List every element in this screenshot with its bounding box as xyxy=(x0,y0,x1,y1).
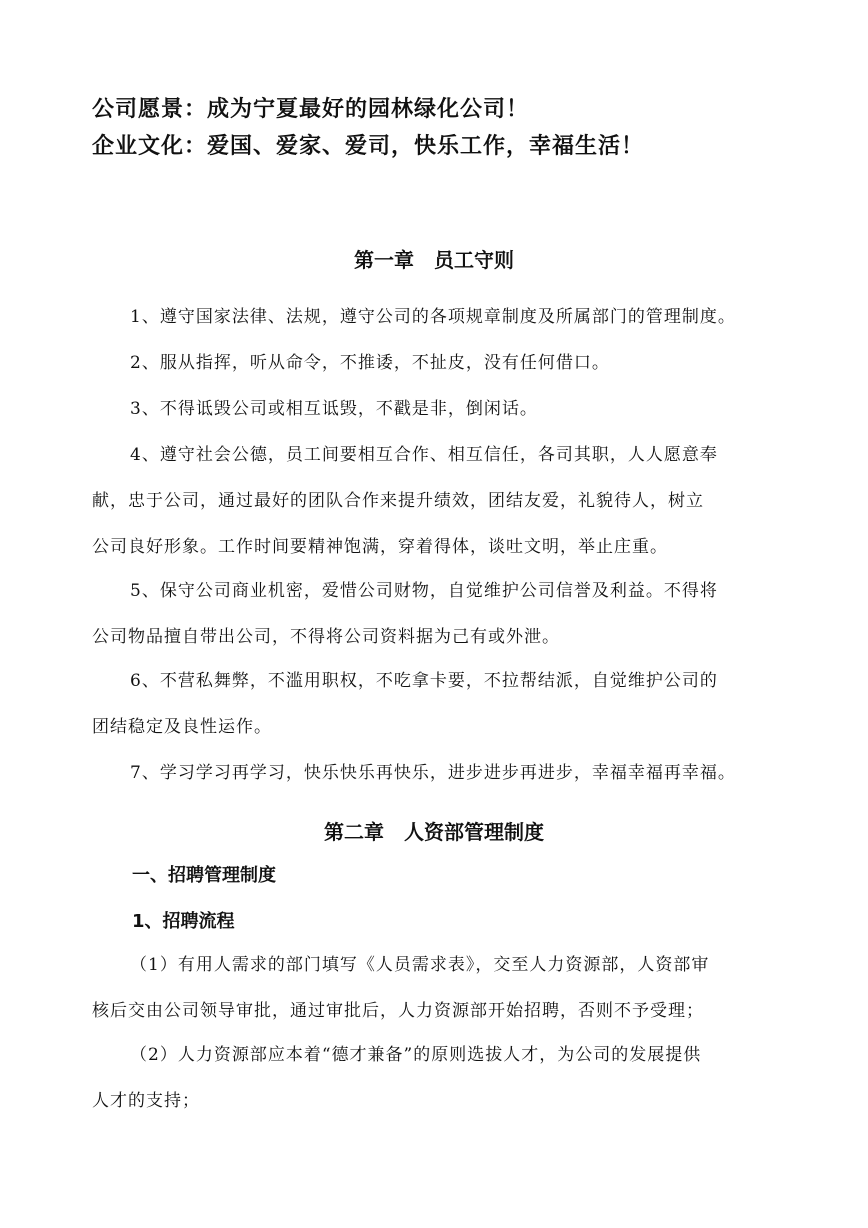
recruitment-item-2 xyxy=(92,1032,792,1124)
rule-line: 献，忠于公司，通过最好的团队合作来提升绩效，团结友爱，礼貌待人，树立 xyxy=(92,491,704,511)
rule-6 xyxy=(92,658,792,750)
rule-line: 2、服从指挥，听从命令，不推诿，不扯皮，没有任何借口。 xyxy=(130,353,610,373)
rule-2 xyxy=(92,340,792,386)
chapter-2-title: 第二章 人资部管理制度 xyxy=(324,820,544,844)
section-heading: 一、招聘管理制度 xyxy=(132,865,276,886)
rule-line: 团结稳定及良性运作。 xyxy=(92,717,272,737)
item-line: 人才的支持； xyxy=(92,1091,200,1111)
company-vision: 公司愿景：成为宁夏最好的园林绿化公司！ xyxy=(92,97,530,122)
rule-5 xyxy=(92,568,792,660)
item-line: （2）人力资源部应本着“德才兼备”的原则选拔人才，为公司的发展提供 xyxy=(130,1045,702,1065)
rule-line: 6、不营私舞弊，不滥用职权，不吃拿卡要，不拉帮结派，自觉维护公司的 xyxy=(130,671,718,691)
rule-4 xyxy=(92,432,792,570)
rule-1 xyxy=(92,294,792,340)
rule-line: 3、不得诋毁公司或相互诋毁，不戳是非，倒闲话。 xyxy=(130,399,538,419)
corporate-culture: 企业文化：爱国、爱家、爱司，快乐工作，幸福生活！ xyxy=(92,134,645,159)
rule-3 xyxy=(92,386,792,432)
rule-line: 5、保守公司商业机密，爱惜公司财物，自觉维护公司信誉及利益。不得将 xyxy=(130,581,718,601)
subsection-heading: 1、招聘流程 xyxy=(132,911,235,932)
rule-line: 公司物品擅自带出公司，不得将公司资料据为己有或外泄。 xyxy=(92,627,560,647)
rule-line: 7、学习学习再学习，快乐快乐再快乐，进步进步再进步，幸福幸福再幸福。 xyxy=(130,763,736,783)
rule-line: 1、遵守国家法律、法规，遵守公司的各项规章制度及所属部门的管理制度。 xyxy=(130,307,736,327)
rule-line: 4、遵守社会公德，员工间要相互合作、相互信任，各司其职，人人愿意奉 xyxy=(130,445,718,465)
chapter-1-title: 第一章 员工守则 xyxy=(354,248,514,272)
item-line: 核后交由公司领导审批，通过审批后，人力资源部开始招聘，否则不予受理； xyxy=(92,1001,704,1021)
recruitment-item-1 xyxy=(92,942,792,1034)
rule-7 xyxy=(92,750,792,796)
rule-line: 公司良好形象。工作时间要精神饱满，穿着得体，谈吐文明，举止庄重。 xyxy=(92,537,668,557)
item-line: （1）有用人需求的部门填写《人员需求表》，交至人力资源部，人资部审 xyxy=(130,955,710,975)
